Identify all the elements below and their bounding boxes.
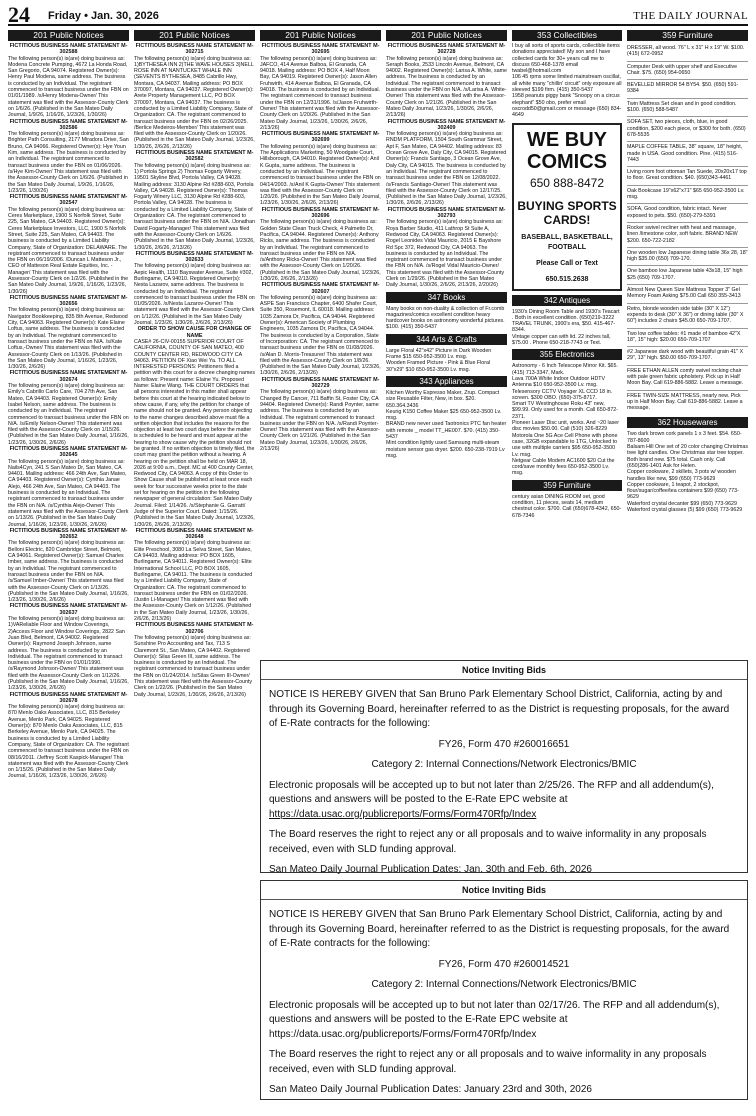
ad-buying: BUYING SPORTS CARDS! (517, 198, 617, 227)
classified-item: Kitchen Worthy Espresso Maker, Zrup. Compact size Reusable Filter, New, in box. $20. 650.364.3436 (386, 389, 500, 409)
section-header: 342 Antiques (512, 295, 622, 306)
classified-item: Astronomy - 6 Inch Telescope Mirror Kit. $65. (415) 713-3347, Mark. (512, 363, 618, 376)
classified-item: SOFA SET, two pieces, cloth, blue, in good condition, $200 each piece, or $300 for both. (650) 678-5535 (627, 117, 748, 142)
notice (134, 528, 255, 622)
classified-item: Lava 700A White Indoor Outdoor HDTV Antenna $10 650-952-3500 Lv. msg. (512, 375, 606, 389)
section-header: 355 Electronics (512, 349, 622, 360)
notice (134, 43, 255, 150)
classified-item: 1958 peanuts piggy bank "Snoopy on a circus elephant" $50 obo, prefer email oscrodd50@gmail.com or message (650) 834-4649 (512, 93, 622, 119)
notice-title: FICTITIOUS BUSINESS NAME STATEMENT M-302586 (9, 118, 128, 131)
column-public-notices-3 (260, 30, 381, 452)
notice-title: ORDER TO SHOW CAUSE FOR CHANGE OF NAME (137, 326, 252, 339)
notice-title: FICTITIOUS BUSINESS NAME STATEMENT M-302793 (387, 206, 506, 220)
classified-item: FREE TWIN-SIZE MATTRESS, nearly new. Pick up in Half Moon Bay. Call 619-886-5882. Leave a message. (627, 392, 743, 412)
ad-headline-2: COMICS (527, 150, 607, 173)
notice (134, 150, 255, 251)
notice (134, 326, 255, 528)
notice-title: FICTITIOUS BUSINESS NAME STATEMENT M-302699 (261, 131, 380, 144)
notice-title: FICTITIOUS BUSINESS NAME STATEMENT M-302652 (9, 527, 128, 541)
notice (386, 43, 507, 119)
classified-item: Smart TV Westinghouse Roku 43" new, $99.99. Only used for a month. Call 650-872-2371. (512, 401, 618, 420)
bid-intro: NOTICE IS HEREBY GIVEN that San Bruno Park Elementary School District, California, acting by and through its Governing Board, hereinafter referred to as the District is requesting proposals, for the award of E-Rate contracts for the following: (269, 689, 730, 729)
notice (386, 207, 507, 289)
bid-form-number: FY26, Form 470 #260016651 (438, 738, 570, 750)
classified-item: #2 Japanese dark wood with beautiful grain 41" X 29", 13" high. $50.00 650-709-1707. (627, 347, 748, 366)
notice (260, 43, 381, 131)
bid-publication-dates: San Mateo Daily Journal Publication Dates: January 23rd and 30th, 2026 (269, 1084, 592, 1095)
notice-body: The following person(s) is(are) doing business as: Sunshine Pro Accounting and Tax, 713 S Claremont St., San Mateo, CA 94402. Registered Owner(s): Silas Green III, same address. The business is conducted by an Individual. The registrant commenced to transact business under the FBN on 01/24/2014. /s/Silas Green III-Owner/ This statement was filed with the Assessor-County Clerk on 1/22/26. (Published in the San Mateo Daily Journal, 1/23/26, 1/30/26, 2/6/26, 2/13/26) (134, 634, 253, 698)
section-header: 343 Appliances (386, 376, 507, 387)
notice-title: FICTITIOUS BUSINESS NAME STATEMENT M-302715 (135, 43, 254, 56)
ad-phone-2: 650.515.2638 (545, 275, 589, 283)
ad-phone: 650 888-8472 (529, 175, 605, 190)
bid-form-number: FY26, Form 470 #260014521 (438, 958, 570, 970)
notice-body: The following person(s) is(are) doing business as: Belloni Electric, 820 Cambridge Street, Belmont, CA 94061. Registered Owner(s): Samuel Charles Imber, same address. The business is conducted by an Individual. The registrant commenced to transact business under the FBN on N/A. /s/Samuel Imber-Owner/ This statement was filed with the Assessor-County Clerk on 1/13/26. (Published in the San Mateo Daily Journal, 1/16/26, 1/23/26, 1/30/26, 2/6/26) (8, 540, 129, 604)
ad-call: Please Call or Text (536, 259, 598, 267)
classified-item: Copper cookware, 2 skillets, 3 pots w/ wooden handles like new, $99 (650) 773-9629 (627, 469, 736, 482)
notice-title: FICTITIOUS BUSINESS NAME STATEMENT M-302656 (9, 294, 128, 308)
bid-rfp-link[interactable]: https://data.usac.org/publicreports/Forms/Form470Rfp/Index (269, 808, 537, 820)
classified-item: Oak Bookcase 19"x62"x71" $65 650-952-3500 Lv. msg. (627, 186, 748, 205)
classified-item: One bamboo low Japanese table 43x18, 15" high $25 (650) 709-1707. (627, 266, 748, 285)
notice-list (134, 43, 255, 698)
classified-items (627, 43, 748, 414)
bid-category: Category 2: Internal Connections/Network Electronics/BMIC (371, 759, 637, 770)
column-public-notices-1 (8, 30, 129, 1110)
classified-item: Wooden Framed Picture - Pink & Blue Floral 30"x29" $10 650-952-3500 Lv. msg. (386, 360, 491, 373)
section-header: 201 Public Notices (134, 30, 255, 41)
section-header: 201 Public Notices (386, 30, 507, 41)
bid-publication-dates: San Mateo Daily Journal Publication Dates: Jan. 30th and Feb. 6th, 2026 (269, 864, 592, 875)
notice-body: The following person(s) is(are) doing business as: ASPE San Francisco Chapter, 6400 Shafer Court, Suite 350, Rosemont, IL 60018. Mailing address: 1035 Zamora Dr, Pacifica, CA 94044. Registered Owner(s): American Society of Plumbing Engineers, 1035 Zamora Dr, Pacifica, CA 94044. The business is conducted by a Corporation, State of Incorporation: CA. The registrant commenced to transact business under the FBN on 01/08/2026. /s/Alan D. Morris-Treasurer/ This statement was filed with the Assessor-County Clerk on 1/8/26. (Published in the San Mateo Daily Journal, 1/23/26, 1/30/26, 2/6/26, 2/13/26) (260, 294, 381, 377)
classified-item: Waterford crystal glasses (5) $99 (650) 773-9629 (627, 507, 743, 514)
issue-date: Friday • Jan. 30, 2026 (48, 10, 159, 22)
notice-body: The following person(s) is(are) doing business as: Nails4Cyn, 241 S San Mateo Dr, San Mateo, CA 94401. Mailing address: 466 24th Ave, San Mateo, CA 94403. Registered Owner(s): Cynthia Janae Alejo, 466 24th Ave, San Mateo, CA 94403. The business is conducted by an Individual. The registrant commenced to transact business under the FBN on N/A. /s/Cynthia Alejo-Owner/ This statement was filed with the Assessor-County Clerk on 1/13/26. (Published in the San Mateo Daily Journal, 1/16/26, 1/23/26, 1/30/26, 2/6/26) (8, 458, 129, 528)
notice-list (8, 43, 129, 780)
notice-inviting-bids-2 (260, 880, 748, 1100)
classified-item: Vintage copper can with lid. 22 inches tall, $75.00 . Phone 650-218-7743 or Text. (512, 333, 611, 347)
classified-list (386, 292, 507, 460)
column-public-notices-2 (134, 30, 255, 1110)
bid-reservation-text: The Board reserves the right to reject any or all proposals and to waive informality in any proposals received, even with SLD funding approval. (269, 1049, 707, 1075)
notice-body: The following person(s) is(are) doing business as: Emily's Cabrillo Carlo Care, 704 27th Ave, San Mateo, CA 94403. Registered Owner(s): Emily Isabel Nelson, same address. The business is conducted by an Individual. The registrant commenced to transact business under the FBN on N/A. /s/Emily Nelson-Owner/ This statement was filed with the Assessor-County Clerk on 1/15/26. (Published in the San Mateo Daily Journal, 1/16/26, 1/23/26, 1/30/26, 2/6/26) (8, 383, 129, 446)
bid-category: Category 2: Internal Connections/Network Electronics/BMIC (371, 979, 637, 990)
notice-title: FICTITIOUS BUSINESS NAME STATEMENT M-302696 (261, 206, 380, 220)
classified-item: Pioneer Laser Disc unit, works. And ~20 laser disc movies $50.00. Call (510) 326-8229 (512, 420, 620, 433)
classified-item: 1930's Dining Room Table and 1930's Teacart . Both in excellent condition. (650)219-3222 (512, 308, 620, 321)
notice-body: The following person(s) is(are) doing business as: Modena Concrete Pumping, 4672 La Honda Road, San Gregorio, CA 94074. Registered Owner(s): Henry Paul Modena, same address. The business is conducted by an Individual. The registrant commenced to transact business under the FBN on 01/01/1989. /s/Henry Modena-Owner/ This statement was filed with the Assessor-County Clerk on 1/6/26. (Published in the San Mateo Daily Journal, 1/9/26, 1/16/26, 1/23/26, 1/30/26) (8, 55, 129, 119)
notice-title: FICTITIOUS BUSINESS NAME STATEMENT M-302674 (9, 370, 128, 383)
classified-item: One wooden low Japanese dining table 36x 28, 18" high $35.00 (650) 709-170. (627, 248, 748, 267)
notice (386, 119, 507, 207)
notice-inviting-bids-1 (260, 660, 748, 873)
notice-body: The following person(s) is(are) doing business as: Roya Barber Studio, 411 Lathrop St Suite A, Redwood City, CA 94063. Registered Owner(s): Rogel Leonides Vidal Mauricio, 2015 E Bayshore Rd Spc 372, Redwood City, CA 94063. The business is conducted by an Individual. The registrant commenced to transact business under the FBN on N/A. /s/Rogel Vidal Mauricio-Owner/ This statement was filed with the Assessor-County Clerk on 1/29/26. (Published in the San Mateo Daily Journal, 1/30/26, 2/6/26, 2/13/26, 2/20/26) (386, 219, 505, 289)
bid-proposal-text: Electronic proposals will be accepted up to but not later than 02/17/26. The RFP and all addendum(s), questions and answers will be posted to the E-Rate EPC website at https://data.usac.org/publicreports/Forms/Form470Rfp/Index (269, 999, 720, 1040)
notice (260, 377, 381, 453)
section-header-housewares: 362 Housewares (627, 417, 748, 428)
notice-body: The following person(s) is(are) doing business as: RNDM PLATFORM, 1504 South Grammar Street, Apt F, San Mateo, CA 94402. Mailing address: 83 Ocean Grove Ave, Daly City, CA 94015. Registered Owner(s): Francis Santiago, 3 Ocean Grove Ave, Daly City, CA 94015. The business is conducted by an Individual. The registrant commenced to transact business under the FBN on 12/08/2022. /s/Francis Santiago-Owner/ This statement was filed with the Assessor-County Clerk on 12/17/25. (Published in the San Mateo Daily Journal, 1/23/26, 1/30/26, 2/6/26, 2/13/26) (386, 131, 507, 207)
classified-item: Telesensory CCTV Voyager XL CCD 18 in. screen. $300 OBO. (650)-375-8717. (512, 388, 613, 401)
notice-title: FICTITIOUS BUSINESS NAME STATEMENT M-302607 (261, 282, 380, 295)
notice-title: FICTITIOUS BUSINESS NAME STATEMENT M-302695 (261, 43, 380, 56)
classified-item: FREE ETHAN ALLEN comfy swivel rocking chair with pale green fabric upholstery. Pick up in Half Moon Bay. Call 619-886-5882. Leave a message. (627, 366, 748, 391)
classified-item: Motorola One 5G Ace Cell Phone with phone case, 32GB expandable to 1TG, Unlocked to use with multiple carriers $95 650-952-3500 Lv. msg. (512, 432, 618, 458)
classified-item: Living room foot ottoman Tan Suede, 20x20x17 top to floor. Great condition. $40. (650)343-4461 (627, 167, 748, 186)
notice-title: FICTITIOUS BUSINESS NAME STATEMENT M-302409 (387, 118, 506, 131)
notice-title: FICTITIOUS BUSINESS NAME STATEMENT M-302547 (9, 194, 128, 207)
classified-item: Copper cookware, 1 teapot, 2 stockpot, flour/sugar/coffee/tea containers $99 (650) 773-9629 (627, 481, 739, 501)
classified-item: Computer Desk with upper shelf and Executive Chair. $75. (650) 954-0650 (627, 62, 748, 81)
classified-item: Retro, blonde wooden side table (30" X 12") expends to desk (30" X 36") or dining table (30" X 60") includes 2 chairs $45.00 650-709-1707. (627, 304, 748, 329)
classified-item: BRAND new never used Taotronics PTC fan heater with remote _ model TT_HE007. $70. (415) 350-5437 (386, 421, 507, 441)
notice-title: FICTITIOUS BUSINESS NAME STATEMENT M-302706 (135, 622, 254, 635)
ad-sports: BASEBALL, BASKETBALL, FOOTBALL (521, 233, 613, 251)
classified-item: Netgear Cable Modem AC1600 $20 Cut the cord/save monthly fees 650-952-3500 Lv. msg. (512, 457, 615, 477)
notice-body: The following person(s) is(are) doing business as: Navigator Bookkeeping, 835 8th Avenue, Redwood City, CA 94063. Registered Owner(s): Kate Elaine Loftus, same address. The business is conducted by an Individual. The registrant commenced to transact business under the FBN on N/A. /s/Kate Loftus,-Owner/ This statement was filed with the Assessor-County Clerk on 1/13/26. (Published in the San Mateo Daily Journal, 1/16/26, 1/23/26, 1/30/26, 2/6/26) (8, 307, 128, 371)
section-header: 344 Arts & Crafts (386, 334, 507, 345)
page-number: 24 (8, 2, 30, 27)
notice-body: The following person(s) is(are) doing business as: 1) Portola Springs 2) Thomas Fogarty Winery, 19501 Skyline Blvd, Portola Valley, CA 94028. Mailing address: 3130 Alpine Rd #288-603, Portola Valley, CA 94028. Registered Owner(s): Thomas Fogarty Winery LLC, 3130 Alpine Rd #288-603, Portola Valley, CA 94028. The business is conducted by a Limited Liability Company, State of Organization: CA. The registrant commenced to transact business under the FBN on N/A. /Jonathan David Fogarty-Manager/ This statement was filed with the Assessor-County Clerk on 1/6/26. (Published in the San Mateo Daily Journal, 1/23/26, 1/30/26, 2/6/26, 2/13/26) (134, 162, 256, 251)
notice (8, 194, 129, 295)
notice (8, 603, 129, 691)
section-header: 201 Public Notices (260, 30, 381, 41)
section-header: 353 Collectibles (512, 30, 622, 41)
page-header (8, 4, 748, 26)
column-collectibles (512, 30, 622, 650)
notice (8, 692, 129, 780)
notice (8, 119, 129, 195)
column-public-notices-4 (386, 30, 507, 459)
classified-item: SOFA, Good condition, fabric intact. Never exposed to pets. $50. (650)-279-5391 (627, 204, 748, 223)
bid-reservation-text: The Board reserves the right to reject any or all proposals and to waive informality in any proposals received, even with SLD funding approval. (269, 829, 707, 855)
notice (260, 131, 381, 207)
notice-body: The following person(s) is(are) doing business as: 1)BYTHESEA INN 2)THE WAVE HOUSES 3)NELL ROSE INN AT NANTUCKET WHALE INN (SEVENTS BYTHESEA, 8485 Cabrillo Hwy, Montara, CA 94037. Mailing address: PO BOX 370097, Montara, CA 94037. Registered Owner(s): Arete Property Management LLC, PO BOX 370097, Montara, CA 94037. The business is conducted by a Limited Liability Company, State of Organization: CA. The registrant commenced to transact business under the FBN on 02/26/2025. /Berlice Medeiros-Member/ This statement was filed with the Assessor-County Clerk on 1/20/26. (Published in the San Mateo Daily Journal, 1/23/26, 1/30/26, 2/6/26, 2/13/26) (134, 55, 255, 150)
newspaper-name: THE DAILY JOURNAL (633, 10, 748, 22)
notice (134, 251, 255, 327)
classified-item: TRAVEL TRUNK, 1900's era, $50. 415-467-8344. (512, 321, 616, 334)
notice-body: The following person(s) is(are) doing business as: Golden State Clean Truck Check, 4 Palmetto Dr, Pacifica, CA 94044. Registered Owner(s): Anthony Ricks, same address. The business is conducted by an Individual. The registrant commenced to transact business under the FBN on N/A. /s/Anthony Ricks-Owner/ This statement was filed with the Assessor-County Clerk on 1/20/26. (Published in the San Mateo Daily Journal, 1/23/26, 1/30/26, 2/6/26, 2/13/26) (260, 219, 381, 282)
classified-item: MAPLE COFFEE TABLE, 38" square, 18" height, made in USA. Good condition. Pine. (415) 516-7443 (627, 142, 748, 167)
notice-title: FICTITIOUS BUSINESS NAME STATEMENT M-302678 (9, 691, 128, 704)
notice (8, 295, 129, 371)
classified-item: Rocker swivel recliner with heat and massage, linen /limestone color, soft fabric. BRAND NEW $200. 650-722-2182 (627, 223, 748, 248)
classified-item: DRESSER, all wood. 76" L x 31" H x 19" W. $100. (415) 672-0952 (627, 43, 748, 62)
we-buy-comics-ad (512, 123, 622, 291)
classified-item: Waterford crystal decanter $99 (650) 773-9629 (627, 500, 737, 507)
notice-body: The following person(s) is(are) doing business as: 870 Menlo Oaks Associates, LLC, 815 Berkeley Avenue, Menlo Park, CA 94025. Registered Owner(s): 870 Menlo Oaks Associates, LLC, 815 Berkeley Avenue, Menlo Park, CA 94025. The business is conducted by a Limited Liability Company, State of Organization: CA. The registrant commenced to transact business under the FBN on 08/16/2011. /Jeffrey Scott Kaspick-Manager/ This statement was filed with the Assessor-County Clerk on 1/15/26. (Published in the San Mateo Daily Journal, 1/16/26, 1/23/26, 1/30/26, 2/6/26) (8, 704, 129, 780)
notice-body: CASE# 26-CIV-00155 SUPERIOR COURT OF CALIFORNIA, COUNTY OF SAN MATEO, 400 COUNTY CENTER RD, REDWOOD CITY CA 94063. PETITION OF Xiao Wei Ya. TO ALL INTERESTED PERSONS: Petitioners filed a petition with this court for a decree changing names as follows: Present name: Elaine Yu. Proposed Name: Elaine Wang. THE COURT ORDERS that all persons interested in this matter shall appear before this court at the hearing indicated below to show cause, if any, why the petition for change of name should not be granted. Any person objecting to the name changes described above must file a written objection that includes the reasons for the objection at least two court days before the matter is scheduled to be heard and must appear at the hearing to show cause why the petition should not be granted. If no written objection is timely filed, the court may grant the petition without a hearing. A hearing on the petition shall be held on MAR 18, 2026 at 9:00 a.m., Dept. MC at 400 County Center, Redwood City, CA 94063. A copy of this Order to Show Cause shall be published at least once each week for four successive weeks prior to the date set for hearing on the petition in the following newspaper of general circulation: San Mateo Daily Journal. Filed: 1/14/26. /s/Stephanie G. Garratt/ Judge of the Superior Court. Dated: 1/15/26. (Published in the San Mateo Daily Journal, 1/23/26, 1/30/26, 2/6/26, 2/13/26) (134, 338, 256, 528)
notice-title: FICTITIOUS BUSINESS NAME STATEMENT M-302645 (9, 446, 128, 459)
notice-body: The following person(s) is(are) doing business as: Aepic Health, 1110 Bayswater Avenue, Suite #302, Burlingame, CA 94010. Registered Owner(s): Nesta Lazarov, same address. The business is conducted by an Individual. The registrant commenced to transact business under the FBN on 01/05/2026. /s/Nesta Lazarov-Owner/ This statement was filed with the Assessor-County Clerk on 1/12/26. (Published in the San Mateo Daily Journal, 1/23/26, 1/30/26, 2/6/26, 2/13/26) (134, 263, 255, 327)
section-header: 347 Books (386, 292, 507, 303)
section-header: 359 Furniture (627, 30, 748, 41)
bid-heading: Notice Inviting Bids (261, 881, 747, 900)
notice-body: The following person(s) is(are) doing business as: Seraph Books, 2533 Lincoln Avenue, Belmont, CA 94002. Registered Owner(s): Larisa A. White, same address. The business is conducted by an Individual. The registrant commenced to transact business under the FBN on N/A. /s/Larisa A. White-Owner/ This statement was filed with the Assessor-County Clerk on 1/21/26. (Published in the San Mateo Daily Journal, 1/23/26, 1/30/26, 2/6/26, 2/13/26) (386, 55, 507, 119)
notice-body: The following person(s) is(are) doing business as: Ceres Marketplace, 1900 S Norfolk Street, Suite 225, San Mateo, CA 94403. Registered Owner(s): Ceres Marketplace Investors, LLC, 1900 S Norfolk Street, Suite 225, San Mateo, CA 94403. The business is conducted by a Limited Liability Company, State of Organization: DELAWARE. The registrant commenced to transact business under the FBN on 06/19/2006. /Duncan L Matteson Jr., CEO of Matteson Real Estate Equities, Inc. -Manager/ This statement was filed with the Assessor-County Clerk on 1/2/26. (Published in the San Mateo Daily Journal, 1/9/26, 1/16/26, 1/23/26, 1/30/26) (8, 206, 129, 295)
notice (260, 207, 381, 283)
classified-item: BEVELLED MIRROR 54 BY54. $50. (650) 591-9384 (627, 80, 748, 99)
classified-item: Large Floral 42"x42" Picture in Dark Wooden Frame $15 650-952-3500 Lv. msg. (386, 347, 492, 361)
classified-item: Many books on non-duality & collection of Fr.comb magazines/comics excellent condition heavy hardcover books on astronomy wonderful pictures. $100. (415) 350-5437 (386, 305, 505, 331)
notice-title: FICTITIOUS BUSINESS NAME STATEMENT M-302633 (135, 250, 254, 264)
notice-body: The following person(s) is(are) doing business as: JAFCO, 414 Avenue Balboa, El Granada, CA 94018. Mailing address: PO BOX 4, Half Moon Bay, CA 94019. Registered Owner(s): Jason Allen Fruhwirth, 414 Avenue Balboa, El Granada, CA 94018. The business is conducted by an Individual. The registrant commenced to transact business under the FBN on 12/31/1996. /s/Jason Fruhwirth-Owner/ This statement was filed with the Assessor-County Clerk on 1/20/26. (Published in the San Mateo Daily Journal, 1/23/26, 1/30/26, 2/6/26, 2/13/26) (260, 55, 381, 131)
classified-item: 106 45 rpms some limited mainstream oscillat, all white many "chillin' circuit" only exposure all sleeved $199 firm. (415) 350-5437 (512, 74, 622, 94)
classified-item: Keurig K150 Coffee Maker $25 650-952-3500 Lv. msg. (386, 408, 502, 422)
notice-title: FICTITIOUS BUSINESS NAME STATEMENT M-302728 (387, 43, 506, 56)
notice-body: The following person(s) is(are) doing business as: Brighter Path Consulting, 2177 Miradora Drive, San Bruno, CA 94066. Registered Owner(s): Hye Youn Kim, same address. The business is conducted by an Individual. The registrant commenced to transact business under the FBN on 01/06/2026. /s/Hye Kim-Owner/ This statement was filed with the Assessor-County Clerk on 1/6/26. (Published in the San Mateo Daily Journal, 1/9/26, 1/16/26, 1/23/26, 1/30/26) (8, 131, 129, 194)
notice (8, 528, 129, 604)
notice (260, 282, 381, 376)
notice-title: FICTITIOUS BUSINESS NAME STATEMENT M-302637 (9, 603, 128, 616)
notice-body: The following person(s) is(are) doing business as: Changed By Cancer, 711 Baffin St, Foster City, CA 94404. Registered Owner(s): Randi Poynter, same address. The business is conducted by an Individual. The registrant commenced to transact business under the FBN on N/A. /s/Randi Poynter-Owner/ This statement was filed with the Assessor-County Clerk on 1/21/26. (Published in the San Mateo Daily Journal, 1/23/26, 1/30/26, 2/6/26, 2/13/26) (260, 389, 380, 452)
classified-list (512, 295, 622, 519)
classified-item: Mint condition lightly used Samsung multi-steam moisture sensor gas dryer. $200. 650-238-7919 Lv msg. (386, 440, 505, 459)
classified-items-housewares (627, 431, 748, 513)
notice-list (260, 43, 381, 452)
section-header: 359 Furniture (512, 480, 622, 491)
notice (8, 446, 129, 528)
classified-item: Two dark brown cork panels 1 x 3 feet. $54. 650-787-8600 (627, 431, 742, 444)
classified-item: Two low coffee tables: #1 made of bamboo 42"X 18", 15" high: $20.00 650-709-1707 (627, 329, 748, 348)
column-furniture (627, 30, 748, 650)
notice-body: The following person(s) is(are) doing business as: Elite Preschool, 3080 La Selva Street, San Mateo, CA 94403. Mailing address: PO BOX 1605, Burlingame, CA 94011. Registered Owner(s): Elite International School LLC, PO BOX 1605, Burlingame, CA 94011. The business is conducted by a Limited Liability Company, State of Organization: CA. The registrant commenced to transact business under the FBN on 01/02/2026. /Justin Li-Manager/ This statement was filed with the Assessor-County Clerk on 1/12/26. (Published in the San Mateo Daily Journal, 1/23/26, 1/30/26, 2/6/26, 2/13/26) (134, 540, 253, 623)
classified-item: Almost New Queen Size Mattress Topper 3" Gel Memory Foam Asking $75.00 Call 650 355-3413 (627, 285, 748, 304)
notice (8, 43, 129, 119)
notice (8, 370, 129, 446)
notice (134, 622, 255, 698)
classified-item: Balsam Hill One set of 20 color changing Christmas tree light candles. One Christmas star tree topper. Both brand new. $75 total. Cash only. Call (650)286-1401 Ask for Helen. (627, 444, 748, 469)
bid-heading: Notice Inviting Bids (261, 661, 747, 680)
notice-list (386, 43, 507, 289)
notice-body: The following person(s) is(are) doing business as: The Applications Marketing, 50 Woodgate Court, Hillsborough, CA 94010. Registered Owner(s): Anil K Gupta, same address. The business is conducted by an Individual. The registrant commenced to transact business under the FBN on 04/14/2003. /s/Anil K Gupta-Owner/ This statement was filed with the Assessor-County Clerk on 1/20/26. (Published in the San Mateo Daily Journal, 1/23/26, 1/30/26, 2/6/26, 2/13/26) (260, 143, 381, 207)
ad-headline-1: WE BUY (527, 128, 607, 151)
notice-title: FICTITIOUS BUSINESS NAME STATEMENT M-302729 (261, 376, 380, 390)
notice-title: FICTITIOUS BUSINESS NAME STATEMENT M-302582 (135, 150, 254, 163)
section-header: 201 Public Notices (8, 30, 129, 41)
bid-proposal-text: Electronic proposals will be accepted up to but not later than 2/25/26. The RFP and all addendum(s), questions and answers will be posted to the E-Rate EPC website at (269, 779, 714, 805)
notice-body: The following person(s) is(are) doing business as: 1)VAReliable Floor and Window Coverings, 2)Access Floor and Window Coverings, 2822 San Juan Blvd, Belmont, CA 94002. Registered Owner(s): Raymond Joseph Johnson, same address. The business is conducted by an Individual. The registrant commenced to transact business under the FBN on 01/01/1990. /s/Raymond Johnson-Owner/ This statement was filed with the Assessor-County Clerk on 1/12/26. (Published in the San Mateo Daily Journal, 1/16/26, 1/23/26, 1/30/26, 2/6/26) (8, 616, 129, 692)
classified-item: Twin Mattress Set clean and in good condition. $100. (650) 588-5487 (627, 99, 748, 118)
bid-intro: NOTICE IS HEREBY GIVEN that San Bruno Park Elementary School District, California, acting by and through its Governing Board, hereinafter referred to as the District is requesting proposals, for the award of E-Rate contracts for the following: (269, 909, 730, 949)
notice-title: FICTITIOUS BUSINESS NAME STATEMENT M-302648 (135, 527, 254, 541)
classified-item: I buy all sorts of sports cards, collectible items donations appreciated! My son and I have collected cards for 30+ years call me to discuss 650-468-1378 email twabel@hotmail.com (512, 43, 620, 75)
classified-items (512, 43, 622, 119)
notice-title: FICTITIOUS BUSINESS NAME STATEMENT M-302588 (9, 43, 128, 56)
classified-item: century asian DINING ROOM set, good condition, 11 pieces, seats 14, medium chestnut color. $700. Call (650)678-4342, 650-678-7346 (512, 493, 622, 519)
